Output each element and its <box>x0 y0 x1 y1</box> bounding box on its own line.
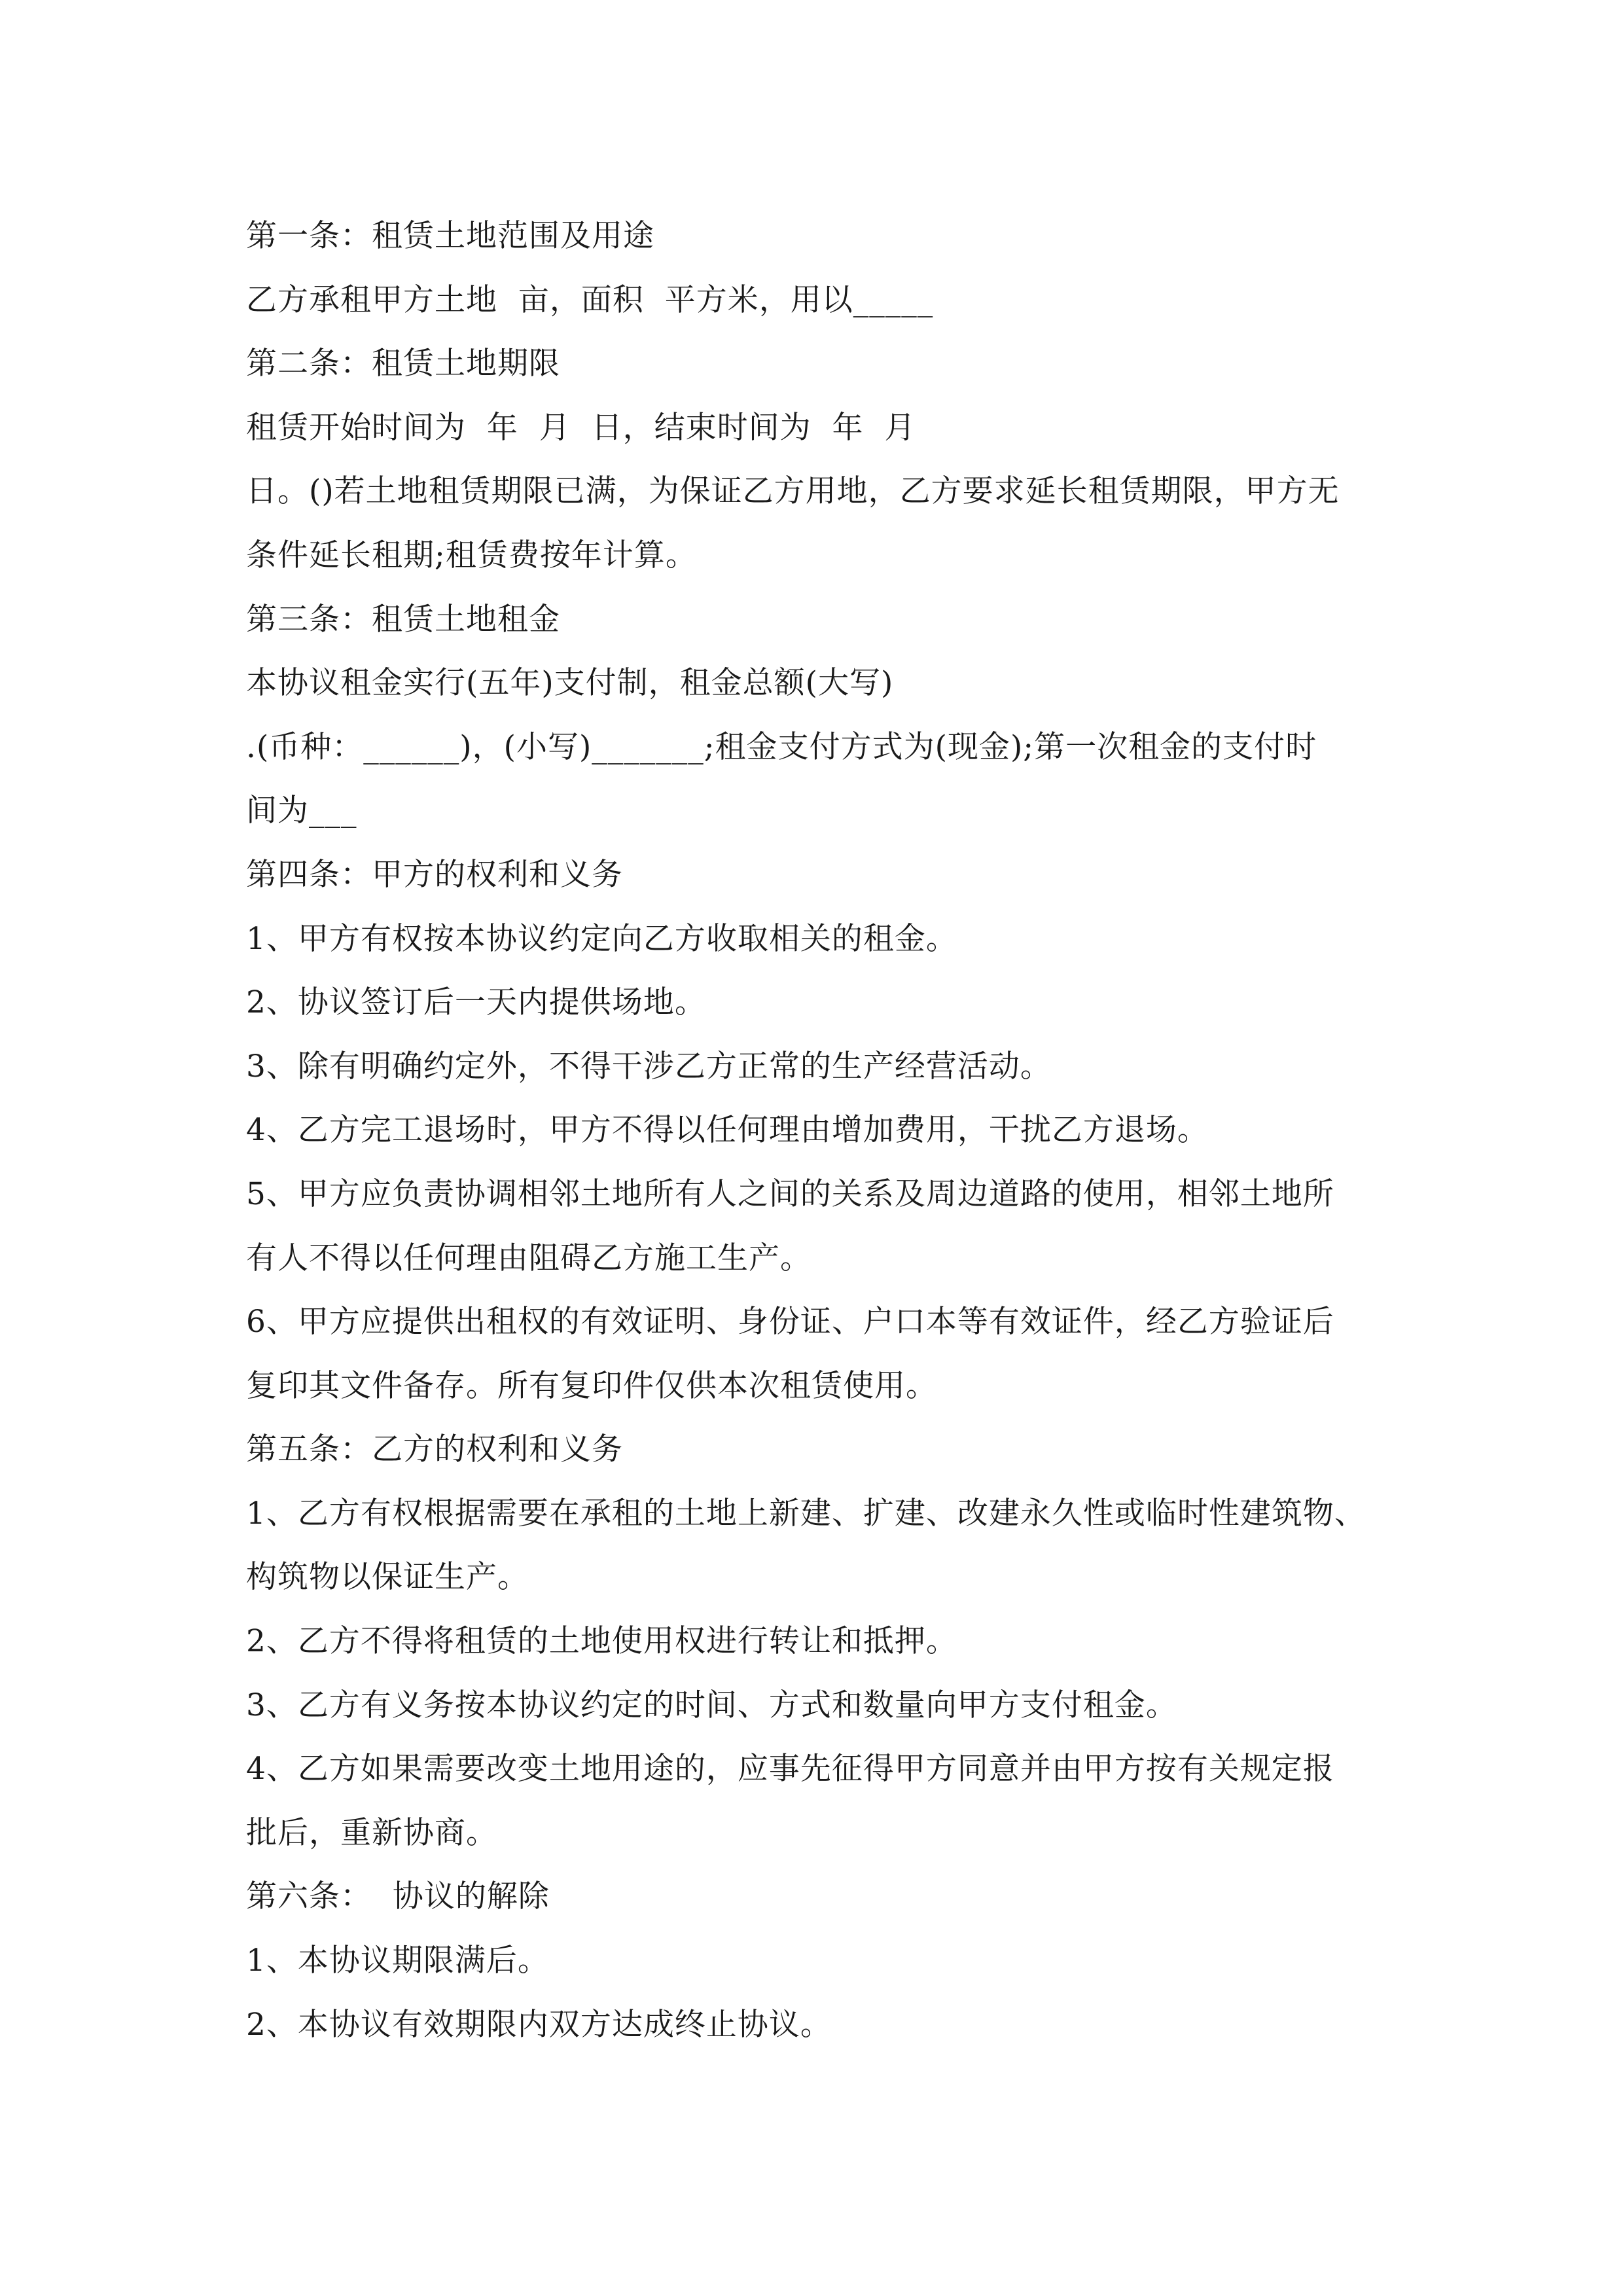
list-item: 1、本协议期限满后。 <box>246 1943 549 1979</box>
heading-article-4: 第四条：甲方的权利和义务 <box>246 856 623 893</box>
list-item-continuation: 有人不得以任何理由阻碍乙方施工生产。 <box>246 1240 812 1276</box>
paragraph-line: 本协议租金实行(五年)支付制，租金总额(大写) <box>246 665 894 702</box>
list-item: 4、乙方如果需要改变土地用途的，应事先征得甲方同意并由甲方按有关规定报 <box>246 1751 1334 1787</box>
list-item: 3、乙方有义务按本协议约定的时间、方式和数量向甲方支付租金。 <box>246 1687 1177 1723</box>
heading-article-3: 第三条：租赁土地租金 <box>246 601 560 637</box>
list-item: 4、乙方完工退场时，甲方不得以任何理由增加费用，干扰乙方退场。 <box>246 1112 1209 1149</box>
list-item: 3、除有明确约定外，不得干涉乙方正常的生产经营活动。 <box>246 1048 1052 1085</box>
paragraph-line: .(币种：______)，(小写)_______;租金支付方式为(现金);第一次租金的支付时 <box>246 728 1317 765</box>
list-item: 1、乙方有权根据需要在承租的土地上新建、扩建、改建永久性或临时性建筑物、 <box>246 1495 1366 1532</box>
list-item: 5、甲方应负责协调相邻土地所有人之间的关系及周边道路的使用，相邻土地所 <box>246 1175 1334 1212</box>
list-item-continuation: 批后，重新协商。 <box>246 1814 497 1851</box>
heading-article-2: 第二条：租赁土地期限 <box>246 346 560 382</box>
list-item: 2、乙方不得将租赁的土地使用权进行转让和抵押。 <box>246 1623 957 1660</box>
heading-article-1: 第一条：租赁土地范围及用途 <box>246 218 654 254</box>
paragraph-line: 日。()若土地租赁期限已满，为保证乙方用地，乙方要求延长租赁期限，甲方无 <box>246 473 1340 510</box>
list-item: 1、甲方有权按本协议约定向乙方收取相关的租金。 <box>246 920 957 957</box>
heading-article-6: 第六条： 协议的解除 <box>246 1878 550 1915</box>
paragraph-line: 间为___ <box>246 793 357 829</box>
paragraph-line: 条件延长租期;租赁费按年计算。 <box>246 537 697 573</box>
paragraph-line: 乙方承租甲方土地 亩，面积 平方米，用以_____ <box>246 281 934 318</box>
list-item-continuation: 构筑物以保证生产。 <box>246 1559 529 1596</box>
list-item: 6、甲方应提供出租权的有效证明、身份证、户口本等有效证件，经乙方验证后 <box>246 1304 1334 1340</box>
list-item-continuation: 复印其文件备存。所有复印件仅供本次租赁使用。 <box>246 1367 937 1404</box>
list-item: 2、协议签订后一天内提供场地。 <box>246 984 706 1021</box>
paragraph-line: 租赁开始时间为 年 月 日，结束时间为 年 月 <box>246 409 916 446</box>
heading-article-5: 第五条：乙方的权利和义务 <box>246 1431 623 1468</box>
document-body <box>246 204 1398 2056</box>
list-item: 2、本协议有效期限内双方达成终止协议。 <box>246 2006 832 2043</box>
